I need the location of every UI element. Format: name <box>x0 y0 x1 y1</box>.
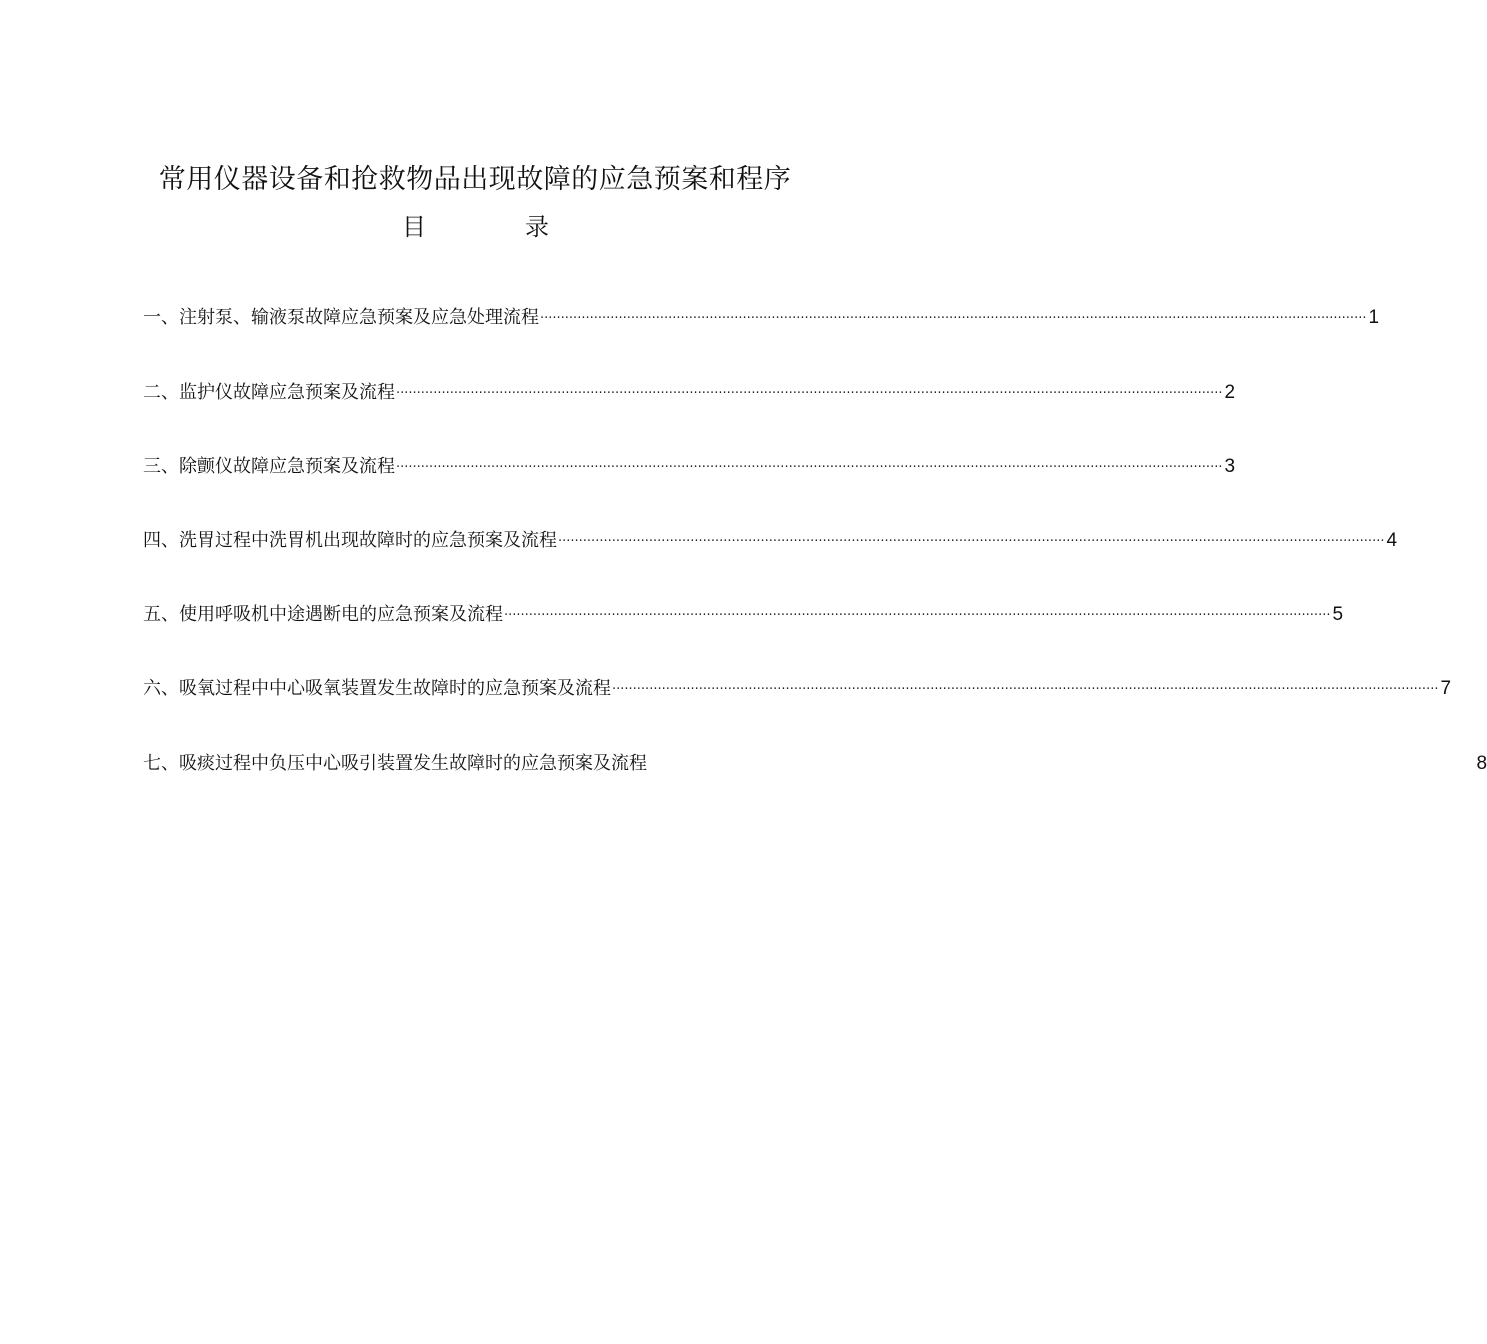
toc-entry-page: 2 <box>1224 382 1236 403</box>
dot-leader: ········································································································································································································ <box>540 311 1367 326</box>
toc-entry-6[interactable] <box>143 674 1452 700</box>
toc-entry-label: 七、吸痰过程中负压中心吸引装置发生故障时的应急预案及流程 <box>143 753 647 774</box>
toc-entry-1[interactable] <box>143 303 1380 329</box>
toc-entry-page: 1 <box>1368 307 1380 328</box>
toc-entry-page: 5 <box>1332 604 1344 625</box>
dot-leader: ········································································································································································································ <box>612 682 1439 697</box>
dot-leader: ········································································································································································································ <box>558 534 1385 549</box>
dot-leader: ········································································································································································································ <box>396 460 1223 475</box>
toc-entry-4[interactable] <box>143 526 1398 552</box>
toc-entry-label: 二、监护仪故障应急预案及流程 <box>143 382 395 403</box>
toc-entry-7[interactable] <box>143 749 1487 775</box>
toc-heading-right: 录 <box>525 213 549 241</box>
toc-entry-3[interactable] <box>143 452 1236 478</box>
toc-heading-left: 目 <box>402 213 426 241</box>
toc-entry-label: 一、注射泵、输液泵故障应急预案及应急处理流程 <box>143 307 539 328</box>
toc-entry-page: 7 <box>1440 678 1452 699</box>
toc-entry-label: 四、洗胃过程中洗胃机出现故障时的应急预案及流程 <box>143 530 557 551</box>
toc-entry-2[interactable] <box>143 378 1236 404</box>
toc-entry-5[interactable] <box>143 600 1344 626</box>
toc-entry-label: 六、吸氧过程中中心吸氧装置发生故障时的应急预案及流程 <box>143 678 611 699</box>
document-title: 常用仪器设备和抢救物品出现故障的应急预案和程序 <box>158 164 792 195</box>
toc-entry-page: 3 <box>1224 456 1236 477</box>
toc-entry-label: 三、除颤仪故障应急预案及流程 <box>143 456 395 477</box>
dot-leader: ········································································································································································································ <box>396 386 1223 401</box>
dot-leader: ········································································································································································································ <box>504 608 1331 623</box>
toc-entry-label: 五、使用呼吸机中途遇断电的应急预案及流程 <box>143 604 503 625</box>
toc-entry-page: 4 <box>1386 530 1398 551</box>
toc-entry-page: 8 <box>1476 753 1487 774</box>
